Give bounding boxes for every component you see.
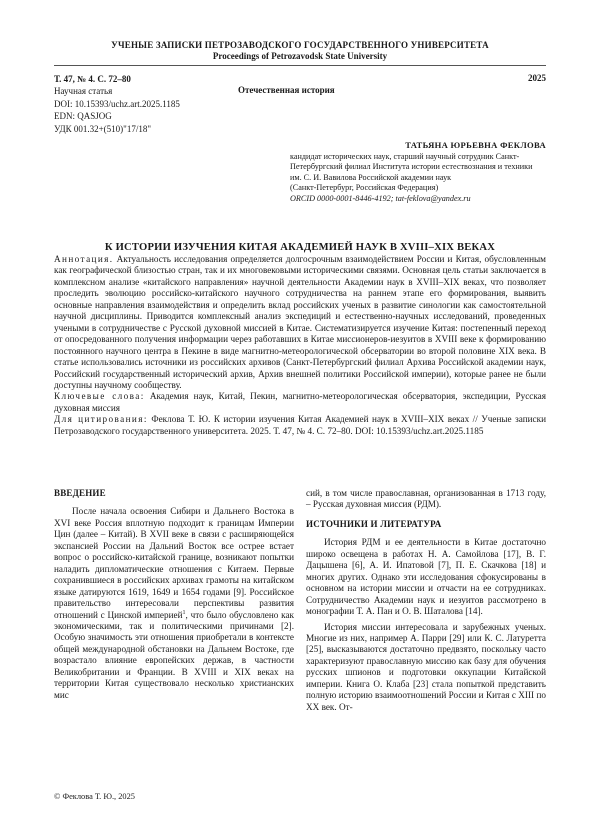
keywords-text: Академия наук, Китай, Пекин, магнитно-метеорологическая обсерватория, экспедиции, Русская духовная миссия [54, 391, 546, 413]
footnote-marker: 1 [182, 609, 186, 616]
author-location: (Санкт-Петербург, Российская Федерация) [290, 183, 439, 192]
author-orcid-email: ORCID 0000-0001-8446-4192; tat-feklova@yandex.ru [290, 193, 471, 203]
sources-paragraph-2: История миссии интересовала и зарубежных ученых. Многие из них, например А. Парри [29] или К. С. Латуретта [25], высказываются достаточно предвзято, поскольку часто характеризуют православную миссию как базу для обучения русских шпионов и подготовки оккупации Китайской империи. Книга О. Клаба [23] стала попыткой представить полную историю взаимоотношений России и Китая с XIII по XX век. От- [306, 621, 546, 712]
right-column [306, 488, 546, 713]
intro-heading: ВВЕДЕНИЕ [54, 488, 106, 498]
journal-header [0, 40, 600, 62]
intro-paragraph [54, 506, 294, 701]
abstract-text: Актуальность исследования определяется долгосрочным взаимодействием России и Китая, обусловленным как географической близостью стран, так и их многовековыми историческими связями. Основная цель статьи заключается в комплексном анализе «китайского направления» научной деятельности Академии наук в XVIII–XIX веках, что позволяет проследить эволюцию российско-китайского научного сотрудничества на раннем этапе его формирования, выявить основные направления взаимодействия и определить вклад российских ученых в развитие синологии как самостоятельной научной дисциплины. Приводится комплексный анализ экспедиций и естественно-научных исследований, проведенных учеными в сотрудничестве с Русской духовной миссией в Китае. Систематизируется изучение Китая: постепенный переход от опосредованного получения информации через работавших в Китае миссионеров-иезуитов в XVIII веке к формированию постоянного научного центра в Пекине в виде магнитно-метеорологической обсерватории во второй половине XIX века. В статье использовались источники из российских архивов (Санкт-Петербургский филиал Архива Российской академии наук, Российский государственный исторический архив, Архив внешней политики Российской империи), которые ранее не были доступны научному сообществу. [54, 254, 547, 390]
author-affiliation: кандидат исторических наук, старший научный сотрудник Санкт-Петербургский филиал Института истории естествознания и техники им. С. И. Вавилова Российской академии наук [290, 151, 533, 182]
keywords [54, 391, 546, 414]
abstract-label: Аннотация. [54, 254, 114, 264]
citation [54, 414, 546, 437]
citation-text: Феклова Т. Ю. К истории изучения Китая Академией наук в XVIII–XIX веках // Ученые записки Петрозаводского государственного университета. 2025. Т. 47, № 4. С. 72–80. DOI: 10.15393/uchz.art.2025.1185 [54, 414, 547, 436]
intro-text-part2: , что было обусловлено как экономическими, так и политическими причинами [2]. Особую значимость эти отношения приобретали в контексте общей международной обстановки на Дальнем Востоке, где возрастало влияние европейских держав, в частности Великобритании и Франции. В XVIII и XIX веках на территории Китая существовало несколько христианских мис [54, 609, 294, 700]
author-name: ТАТЬЯНА ЮРЬЕВНА ФЕКЛОВА [405, 140, 546, 150]
journal-title-en: Proceedings of Petrozavodsk State University [212, 51, 388, 61]
journal-section: Отечественная история [238, 85, 335, 95]
copyright-notice: © Феклова Т. Ю., 2025 [54, 792, 135, 801]
author-block [290, 140, 546, 204]
intro-text-part1: После начала освоения Сибири и Дальнего Востока в XVI веке Россия вплотную подходит к границам Империи Цин (далее – Китай). В XVII веке в связи с расширяющейся экспансией России на Дальний Восток все острее встает вопрос о российско-китайской границе, возникают попытки наладить дипломатические отношения с Китаем. Первые сохранившиеся в российских архивах грамоты на китайском языке датируются 1619, 1649 и 1654 годами [9]. Российское правительство интересовали перспективы развития отношений с Цинской империей [54, 506, 294, 620]
intro-continuation: сий, в том числе православная, организованная в 1713 году, – Русская духовная миссия (РДМ). [306, 488, 546, 510]
abstract [54, 254, 546, 391]
sources-heading: ИСТОЧНИКИ И ЛИТЕРАТУРА [306, 518, 442, 529]
abstract-block [54, 254, 546, 437]
udk: УДК 001.32+(510)"17/18" [54, 123, 152, 134]
keywords-label: Ключевые слова: [54, 391, 145, 402]
publication-year: 2025 [528, 73, 546, 83]
article-title: К ИСТОРИИ ИЗУЧЕНИЯ КИТАЯ АКАДЕМИЕЙ НАУК В XVIII–XIX ВЕКАХ [104, 242, 496, 253]
volume-pages: Т. 47, № 4. С. 72–80 [54, 74, 131, 84]
article-type: Научная статья [54, 86, 113, 97]
header-divider [54, 65, 546, 66]
journal-title-ru: УЧЕНЫЕ ЗАПИСКИ ПЕТРОЗАВОДСКОГО ГОСУДАРСТВЕННОГО УНИВЕРСИТЕТА [111, 40, 489, 50]
article-metadata [54, 73, 180, 135]
citation-label: Для цитирования: [54, 414, 148, 425]
edn: EDN: QASJOG [54, 111, 112, 122]
left-column [54, 488, 294, 701]
doi: DOI: 10.15393/uchz.art.2025.1185 [54, 98, 180, 109]
sources-paragraph-1: История РДМ и ее деятельности в Китае достаточно широко освещена в работах Н. А. Самойлова [17], В. Г. Дацышена [6], А. И. Ипатовой [7], П. Е. Скачкова [18] и многих других. Однако эти исследования сфокусированы в основном на истории миссии и отчасти на ее сотрудниках. Сотрудничество Академии наук и иезуитов рассмотрено в монографии Т. А. Пан и О. В. Шаталова [14]. [306, 537, 546, 617]
